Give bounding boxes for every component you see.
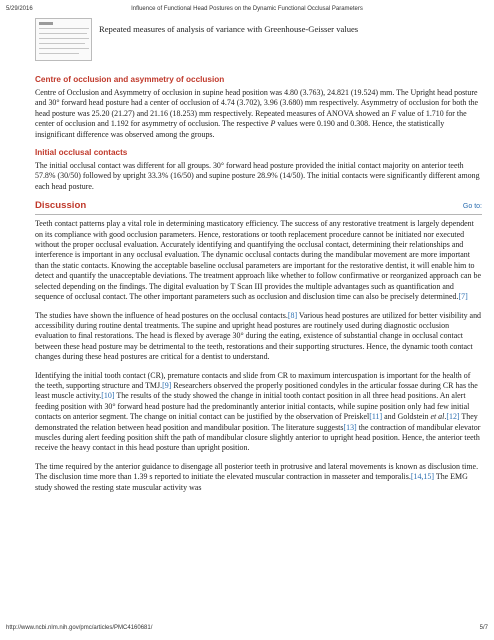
section-heading-discussion [35,200,482,211]
print-date: 5/29/2016 [6,6,33,12]
section-heading-initial-contacts: Initial occlusal contacts [35,148,128,158]
ref-link-14[interactable]: [14, [410,472,424,482]
paragraph-initial-contacts: The initial occlusal contact was different for all groups. 30° forward head posture provided the initial contact majority on anterior teeth 57.8% (30/50) followed by upright 33.3% (16/50) and supine posture 28.9% (14/50). The initial contacts were significantly different among each head posture. [35,161,480,191]
paragraph-discussion-4: The time required by the anterior guidance to disengage all posterior teeth in protrusive and lateral movements is known as disclusion time. The disclusion time more than 1.39 s reported to initiate the elevated muscular contraction in masseter and temporalis.[14,15] The EMG study showed the resting state muscular activity was [35,461,479,492]
page-url: http://www.ncbi.nlm.nih.gov/pmc/articles/PMC4160681/ [6,625,153,631]
paragraph-discussion-3: Identifying the initial tooth contact (CR), premature contacts and slide from CR to maximum intercuspation is important for the health of the teeth, supporting structure and TMJ.[9] Researchers observed the properly positioned condyles in the articular fossae during CR has the least muscle activity.[10] The results of the study showed the change in initial tooth contact position in all three head positions. An alert feeding position with 30° forward head posture had the predominantly anterior initial contacts, while supine position only had few initial contacts on anterior segment. The change on initial contact can be justified by the observation of Preiskel[11] and Goldstein et al.[12] They demonstrated the relation between head position and mandibular position. The literature suggests[13] the contraction of mandibular elevator muscles during alert feeding position shift the path of mandibular closure slightly anterior to upright head position. Hence, the anterior teeth receive the heavy contact in this head posture than upright position. [35,370,481,453]
paragraph-discussion-2: The studies have shown the influence of head postures on the occlusal contacts.[8] Various head postures are utilized for better visibility and accessibility during routine dental treatments. The supine and upright head postures are routinely used during diagnostic occlusion evaluation to final restorations. The head is flexed by average 30° during the eating, existence of substantial change in occlusal contact between these head posture may be detrimental to the teeth, restorations and their supporting structures. Hence, the dynamic tooth contact changes during these head postures are critical for a dentist to understand. [35,310,482,362]
page-number: 5/7 [479,625,488,631]
page-title: Influence of Functional Head Postures on the Dynamic Functional Occlusal Parameters [131,6,363,12]
page-footer [6,625,488,635]
paragraph-discussion-1: Teeth contact patterns play a vital role in determining masticatory efficiency. The success of any restorative treatment is largely dependent on its compliance with good occlusion parameters. Hence, restorations or tooth replacement procedure cannot be initiated nor executed without the proper occlusal evaluation. Accurately identifying and quantifying the occlusal contact, determining their relationships and interference is important in any occlusal evaluation. The dynamic occlusal contacts during the mandibular movement are more important than the static contacts. Knowing the acceptable baseline occlusal parameters are important for the restorative dentist, it will enable him to detect and quantify the unacceptable deviations. The treatment approach like whether to follow confirmative or reorganized approach can be selected depending on the findings. The digital evaluation by T Scan III provides the multiple advantages such as quantification and sequence of occlusal contact. The other important parameters such as occlusion and disclusion time can also be precisely determined.[7] [35,219,482,302]
table-thumbnail[interactable] [35,18,92,61]
ref-link-10[interactable]: [10] [101,391,115,401]
ref-link-9[interactable]: [9] [162,380,172,390]
ref-link-8[interactable]: [8] [287,310,298,320]
ref-link-13[interactable]: [13] [343,422,357,432]
go-to-link[interactable]: Go to: [462,203,482,211]
section-heading-centre-occlusion: Centre of occlusion and asymmetry of occlusion [35,75,225,84]
ref-link-11[interactable]: [11] [369,412,383,422]
discussion-title: Discussion [35,200,87,212]
section-divider [35,214,482,215]
table-caption: Repeated measures of analysis of variance with Greenhouse-Geisser values [99,24,359,34]
ref-link-12[interactable]: [12] [446,412,460,422]
article-body [35,14,482,501]
ref-link-15[interactable]: 15] [423,472,434,482]
table-block [35,14,482,70]
paragraph-centre-occlusion: Centre of Occlusion and Asymmetry of occlusion in supine head position was 4.80 (3.763), 24.821 (19.524) mm. The Upright head posture and 30° forward head posture had a center of occlusion of 4.74 (3.702), 3.96 (3.680) mm respectively. Asymmetry of occlusion for both the head posture was 25.20 (21.27) and 21.16 (18.253) mm respectively. Repeated measures of ANOVA showed an F value of 1.710 for the center of occlusion and 1.192 for asymmetry of occlusion. The respective P values were 0.190 and 0.308. Hence, the statistically insignificant difference was observed among the groups. [35,88,479,139]
ref-link-7[interactable]: [7] [458,292,468,302]
